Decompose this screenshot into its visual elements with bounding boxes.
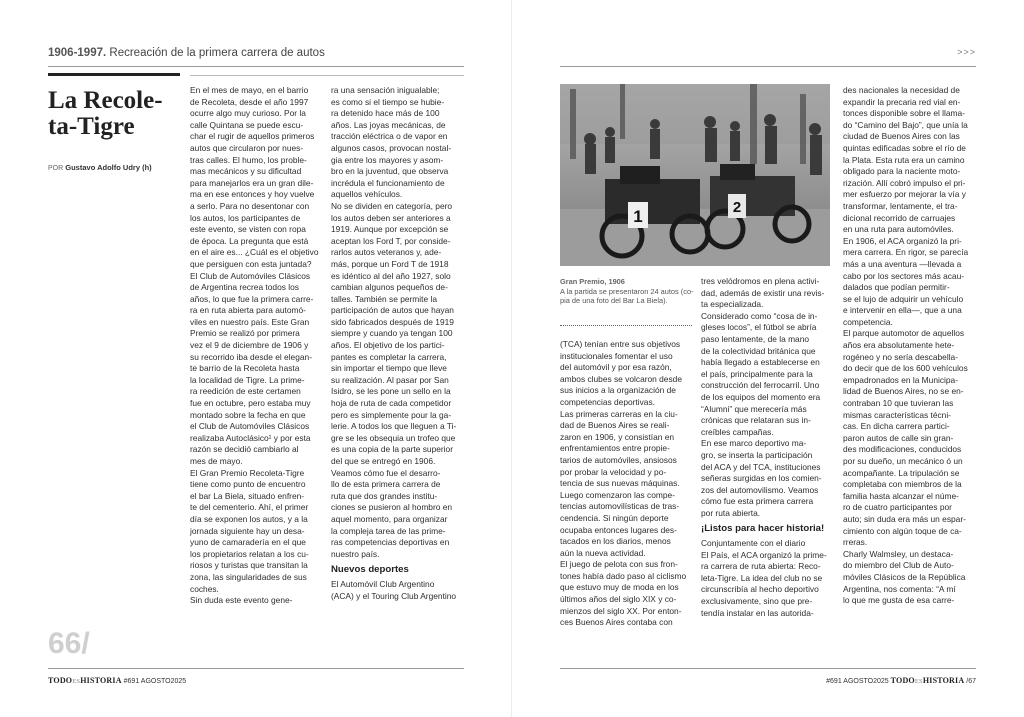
text-line: por probar la velocidad y po- (560, 466, 667, 477)
issue-info-right: #691 AGOSTO2025 (826, 678, 889, 685)
text-line: este evento, se visten con ropa (190, 224, 306, 235)
text-line: ra una sensación inigualable; (331, 85, 440, 95)
text-line: dad, además de existir una revis- (701, 287, 825, 298)
text-line: riosos y turistas que transitan la (190, 560, 308, 571)
text-line: bro en la juventud, que observa (331, 166, 449, 177)
text-line: lerie. A todos los que lleguen a Ti- (331, 421, 457, 432)
text-line: (ACA) y el Touring Club Argentino (331, 590, 457, 601)
text-line: cimiento con algún toque de ca- (843, 525, 962, 536)
text-line: años. El objetivo de los partici- (331, 340, 445, 351)
text-line: competencia. (843, 316, 893, 327)
text-line: sido fabricados después de 1919 (331, 316, 454, 327)
photo-caption (560, 277, 694, 306)
text-line: dalados que podían permitir- (843, 282, 950, 293)
header-rule (48, 66, 464, 67)
text-line: tonces disponible sobre el llama- (843, 108, 965, 119)
text-line: mienzos del siglo XX. Por enton- (560, 605, 682, 616)
text-line: mera carrera. En rigor, se parecía (843, 247, 969, 258)
text-line: acompañante. La tripulación se (843, 467, 960, 478)
text-line: completaba con miembros de la (843, 479, 962, 490)
text-line: aceptan los Ford T, por conside- (331, 235, 451, 246)
text-line: obligado para la naciente moto- (843, 166, 961, 177)
text-line: ra carrera de ruta abierta: Reco- (701, 561, 821, 572)
page-number-left: 66/ (48, 627, 90, 660)
text-line: creíbles campañas. (701, 426, 774, 437)
text-line: e intervenir en ella—, que a una (843, 305, 962, 316)
text-line: Premio se realizó por primera (190, 328, 300, 339)
header-dates: 1906-1997. (48, 47, 107, 59)
text-line: exclusivamente, sino que pre- (701, 596, 813, 607)
magazine-logo-right: TODOESHISTORIA (890, 676, 965, 685)
text-line: ta especializada. (701, 299, 764, 310)
text-line: montado sobre la fecha en que (190, 409, 306, 420)
text-line: sus inicios a la organización de (560, 385, 676, 396)
text-line: contraban 10 que tuvieran las (843, 398, 954, 409)
text-line: El Automóvil Club Argentino (331, 578, 435, 589)
text-line: en el aire es... ¿Cuál es el objetivo (190, 247, 319, 258)
column-top-rule (190, 75, 464, 76)
column-3 (560, 339, 693, 629)
text-line: tendía instalar en las autorida- (701, 607, 814, 618)
caption-line-1: A la partida se presentaron 24 autos (co- (560, 286, 694, 296)
text-line: mer esfuerzo por mejorar la vía y (843, 189, 966, 200)
text-line: los autos deben ser anteriores a (331, 212, 451, 223)
text-line: ces Buenos Aires contaba con (560, 617, 673, 628)
text-line: viles en nuestro país. Este Gran (190, 316, 310, 327)
text-line: es una copia de la parte superior (331, 444, 453, 455)
section-subhead: Nuevos deportes (331, 564, 409, 576)
text-line: es como si el tiempo se hubie- (331, 96, 445, 107)
byline-author: Gustavo Adolfo Udry (h) (65, 163, 152, 172)
next-arrows: >>> (957, 47, 976, 57)
text-line: familia hasta alcanzar el núme- (843, 490, 959, 501)
text-line: años. Las joyas mecánicas, de (331, 119, 446, 130)
text-line: años era absolutamente hete- (843, 340, 955, 351)
article-title (48, 88, 163, 140)
text-line: talles. También se permite la (331, 293, 437, 304)
text-line: ra en ruta abierta para automó- (190, 305, 306, 316)
text-line: tiene como punto de encuentro (190, 479, 306, 490)
text-line: paso lentamente, de la mano (701, 333, 810, 344)
section-header (48, 47, 325, 59)
text-line: hoja de ruta de cada competidor (331, 398, 452, 409)
text-line: llo de esta primera carrera de (331, 479, 441, 490)
text-line: cambian algunos pequeños de- (331, 282, 448, 293)
text-line: zaron en 1906, y consistían en (560, 431, 675, 442)
text-line: mes de mayo. (190, 456, 243, 466)
text-line: fue en octubre, pero estaba muy (190, 398, 311, 409)
text-line: tacados en los diarios, menos (560, 536, 671, 547)
caption-line-2: pia de una foto del Bar La Biela). (560, 296, 668, 306)
byline (48, 163, 152, 172)
text-line: del que se entregó en 1906. (331, 456, 436, 466)
magazine-logo-left: TODOESHISTORIA (48, 676, 122, 685)
text-line: ocurre algo muy curioso. Por la (190, 108, 306, 119)
text-line: rreras. (843, 537, 868, 548)
text-line: su realización. Al pasar por San (331, 374, 449, 385)
text-line: más, porque un Ford T de 1918 (331, 258, 449, 269)
text-line: No se dividen en categoría, pero (331, 200, 453, 211)
car-number-1: 1 (633, 207, 643, 226)
car-number-2: 2 (732, 199, 742, 216)
text-line: rogéneo y no sería descabella- (843, 351, 958, 362)
text-line: El Club de Automóviles Clásicos (190, 270, 311, 281)
text-line: algunos casos, provocan nostal- (331, 142, 452, 153)
text-line: do decir que de los 600 vehículos (843, 363, 968, 374)
text-line: el bar La Biela, situado enfren- (190, 490, 305, 501)
text-line: cendencia. Si ningún deporte (560, 512, 669, 523)
text-line: por ruta abierta. (701, 507, 761, 518)
title-accent-bar (48, 73, 180, 76)
text-line: Veamos cómo fue el desarro- (331, 467, 441, 478)
section-subhead: ¡Listos para hacer historia! (701, 523, 825, 535)
text-line: tracción eléctrica o de vapor en (331, 131, 448, 142)
text-line: empadronados en la Municipa- (843, 374, 958, 385)
text-line: los autos, los participantes de (190, 212, 301, 223)
text-line: aún la nueva actividad. (560, 547, 646, 558)
text-line: el Club de Automóviles Clásicos (190, 421, 310, 432)
text-line: autos que circularon por nues- (190, 142, 304, 153)
byline-por: POR (48, 165, 64, 172)
text-line: paron autos de calle sin gran- (843, 432, 954, 443)
text-line: razón se decidió cambiarlo al (190, 444, 299, 455)
text-line: El juego de pelota con sus fron- (560, 559, 678, 570)
text-line: rización. Allí cobró impulso el pri- (843, 177, 966, 188)
text-line: crónicas que relataran sus in- (701, 415, 811, 426)
text-line: su recorrido iba desde el elegan- (190, 351, 312, 362)
text-line: do miembro del Club de Auto- (843, 560, 954, 571)
text-line: (TCA) tenían entre sus objetivos (560, 339, 681, 349)
text-line: competencias deportivas. (560, 396, 655, 407)
text-line: siempre y cuando ya tengan 100 (331, 328, 453, 339)
text-line: por su dueño, un mecánico ó un (843, 456, 963, 466)
text-line: El Gran Premio Recoleta-Tigre (190, 467, 305, 478)
footer-rule-right (560, 668, 976, 669)
text-line: nuestro país. (331, 548, 380, 559)
text-line: ro de cuatro participantes por (843, 502, 952, 513)
text-line: que estuvo muy de moda en los (560, 582, 679, 593)
text-line: la localidad de Tigre. La prime- (190, 374, 305, 385)
text-line: pantes es completar la carrera, (331, 351, 447, 362)
header-section-title: Recreación de la primera carrera de autos (109, 47, 325, 59)
text-line: últimos años del siglo XIX y co- (560, 594, 677, 605)
text-line: transformar, lentamente, el tra- (843, 200, 958, 211)
text-line: Luego comenzaron las compe- (560, 489, 675, 500)
text-line: circunscribía al hecho deportivo (701, 584, 819, 595)
column-1 (190, 85, 320, 607)
text-line: se el lujo de adquirir un vehículo (843, 293, 964, 304)
text-line: construcción del ferrocarril. Uno (701, 380, 820, 391)
text-line: En el mes de mayo, en el barrio (190, 85, 309, 95)
text-line: para manejarlos era un gran dile- (190, 177, 314, 188)
text-line: rarlos autos veteranos y, ade- (331, 247, 442, 258)
text-line: Las primeras carreras en la ciu- (560, 408, 678, 419)
text-line: gia entre los mayores y asom- (331, 154, 444, 165)
text-line: día se exponen los autos, y a la (190, 513, 308, 524)
text-line: dad de Buenos Aires se reali- (560, 420, 670, 431)
text-line: expandir la precaria red vial en- (843, 96, 961, 107)
text-line: gro, se inserta la participación (701, 449, 813, 460)
column-4 (701, 276, 834, 619)
text-line: señeras surgidas en los comien- (701, 473, 822, 484)
text-line: Considerado como “cosa de in- (701, 310, 818, 321)
column-5 (843, 85, 976, 607)
text-line: sin importar el tiempo que lleve (331, 363, 447, 374)
text-line: enfrentamientos entre propie- (560, 443, 670, 454)
text-line: del ACA y del TCA, instituciones (701, 461, 821, 472)
text-line: ras competencias deportivas en (331, 537, 450, 548)
text-line: el país, principalmente para la (701, 368, 813, 379)
text-line: ma en ese entonces y hoy vuelve (190, 189, 315, 200)
text-line: tencias automovilísticas de tras- (560, 501, 680, 512)
text-line: cómo fue esta primera carrera (701, 496, 814, 507)
issue-info-left: #691 AGOSTO2025 (123, 678, 187, 685)
text-line: te del cementerio. Ahí, el primer (190, 502, 309, 513)
text-line: cabo por los sectores más acau- (843, 270, 965, 281)
text-line: leta-Tigre. La idea del club no se (701, 572, 823, 583)
text-line: vez el 9 de diciembre de 1906 y (190, 340, 309, 351)
text-line: Sin duda este evento gene- (190, 595, 293, 606)
text-line: tras calles. El humo, los proble- (190, 154, 307, 165)
text-line: lidad de Buenos Aires, no se en- (843, 386, 964, 397)
text-line: des nacionales la necesidad de (843, 85, 960, 95)
text-line: Conjuntamente con el diario (701, 538, 806, 549)
text-line: coches. (190, 583, 219, 594)
text-line: zos del automovilismo. Veamos (701, 484, 819, 495)
text-line: tones había dado paso al ciclismo (560, 570, 687, 581)
text-line: 1919. Aunque por excepción se (331, 224, 449, 235)
text-line: de época. La pregunta que está (190, 235, 309, 246)
text-line: del automóvil y por esa razón, (560, 362, 672, 373)
text-line: que persiguen con esta juntada? (190, 258, 312, 269)
page-number-right: /67 (966, 678, 976, 685)
text-line: ciudad de Buenos Aires con las (843, 131, 960, 142)
text-line: Argentina, nos comenta: “A mí (843, 583, 956, 594)
text-line: incrédula el funcionamiento de (331, 177, 445, 188)
text-line: do “Camino del Bajo”, que unía la (843, 119, 968, 130)
text-line: ciones se pusieron al hombro en (331, 502, 453, 513)
text-line: de Recoleta, desde el año 1997 (190, 96, 309, 107)
text-line: participación de autos que hayan (331, 305, 454, 316)
text-line: ra reedición de este certamen (190, 386, 301, 397)
column-2 (331, 85, 464, 602)
text-line: de los equipos del momento era (701, 391, 821, 402)
text-line: realizaba Autoclásico¹ y por esta (190, 432, 311, 443)
text-line: jornada siguiente hay un desa- (190, 525, 305, 536)
text-line: más a una aventura —llevada a (843, 258, 962, 269)
text-line: aquellos vehículos. (331, 189, 403, 200)
header-rule-right (560, 66, 976, 67)
text-line: char el rugir de aquellos primeros (190, 131, 315, 142)
text-line: calle Quintana se puede escu- (190, 119, 304, 130)
text-line: auto; sin duda era más un espar- (843, 513, 966, 524)
text-line: te barrio de la Recoleta hasta (190, 363, 300, 374)
text-line: la compleja tarea de las prime- (331, 525, 446, 536)
text-line: mismas características técni- (843, 409, 951, 420)
text-line: móviles Clásicos de la República (843, 571, 966, 582)
text-line: El parque automotor de aquellos (843, 328, 965, 339)
text-line: pero es simplemente pour la ga- (331, 409, 452, 420)
text-line: des modificaciones, conducidos (843, 444, 962, 455)
text-line: cas. En dicha carrera partici- (843, 421, 950, 432)
text-line: En ese marco deportivo ma- (701, 438, 807, 449)
text-line: es idéntico al del año 1927, solo (331, 270, 451, 281)
text-line: Isidro, se les pone un sello en la (331, 386, 451, 397)
historic-race-photo (560, 84, 830, 266)
text-line: El País, el ACA organizó la prime- (701, 549, 827, 560)
footer-left (48, 676, 186, 685)
text-line: ruta que dos grandes institu- (331, 490, 438, 501)
text-line: mas mecánicos y su dificultad (190, 166, 302, 177)
text-line: ra detenido hace más de 100 (331, 108, 440, 119)
text-line: de la colectividad británica que (701, 345, 816, 356)
text-line: años, lo que fue la primera carre- (190, 293, 314, 304)
text-line: de Argentina recrea todos los (190, 282, 299, 293)
text-line: yuno de camaradería en el que (190, 537, 306, 548)
text-line: ocupaba entonces lugares des- (560, 524, 677, 535)
text-line: los propietarios relatan a los cu- (190, 548, 309, 559)
text-line: dicional recorrido de carruajes (843, 212, 956, 223)
footer-rule-left (48, 668, 464, 669)
footer-right (826, 676, 976, 685)
text-line: quintas edificadas sobre el río de (843, 142, 966, 153)
text-line: lo que me gusta de esa carre- (843, 595, 955, 606)
text-line: había llegado a establecerse en (701, 357, 820, 368)
text-line: la Plata. Esta ruta era un camino (843, 154, 965, 165)
text-line: tres velódromos en plena activi- (701, 276, 820, 286)
text-line: ambos clubes se volcaron desde (560, 373, 682, 384)
text-line: a serlo. Para no desentonar con (190, 200, 310, 211)
text-line: zona, las singularidades de sus (190, 571, 307, 582)
text-line: “Alumni” que merecería más (701, 403, 807, 414)
caption-title: Gran Premio, 1906 (560, 277, 625, 286)
text-line: gleses locos”, el fútbol se abría (701, 322, 817, 333)
vintage-cars-illustration (560, 84, 830, 266)
text-line: aquel momento, para organizar (331, 513, 448, 524)
text-line: En 1906, el ACA organizó la pri- (843, 235, 962, 246)
text-line: Charly Walmsley, un destaca- (843, 548, 954, 559)
caption-divider (560, 325, 692, 326)
text-line: tencia de sus nuevas máquinas. (560, 478, 680, 489)
text-line: en una ruta para automóviles. (843, 224, 954, 235)
text-line: gre se les obsequia un trofeo que (331, 432, 456, 443)
title-line-2: ta-Tigre (48, 113, 135, 140)
text-line: tarios de automóviles, ansiosos (560, 454, 677, 465)
text-line: institucionales fomentar el uso (560, 350, 673, 361)
title-line-1: La Recole- (48, 87, 163, 114)
